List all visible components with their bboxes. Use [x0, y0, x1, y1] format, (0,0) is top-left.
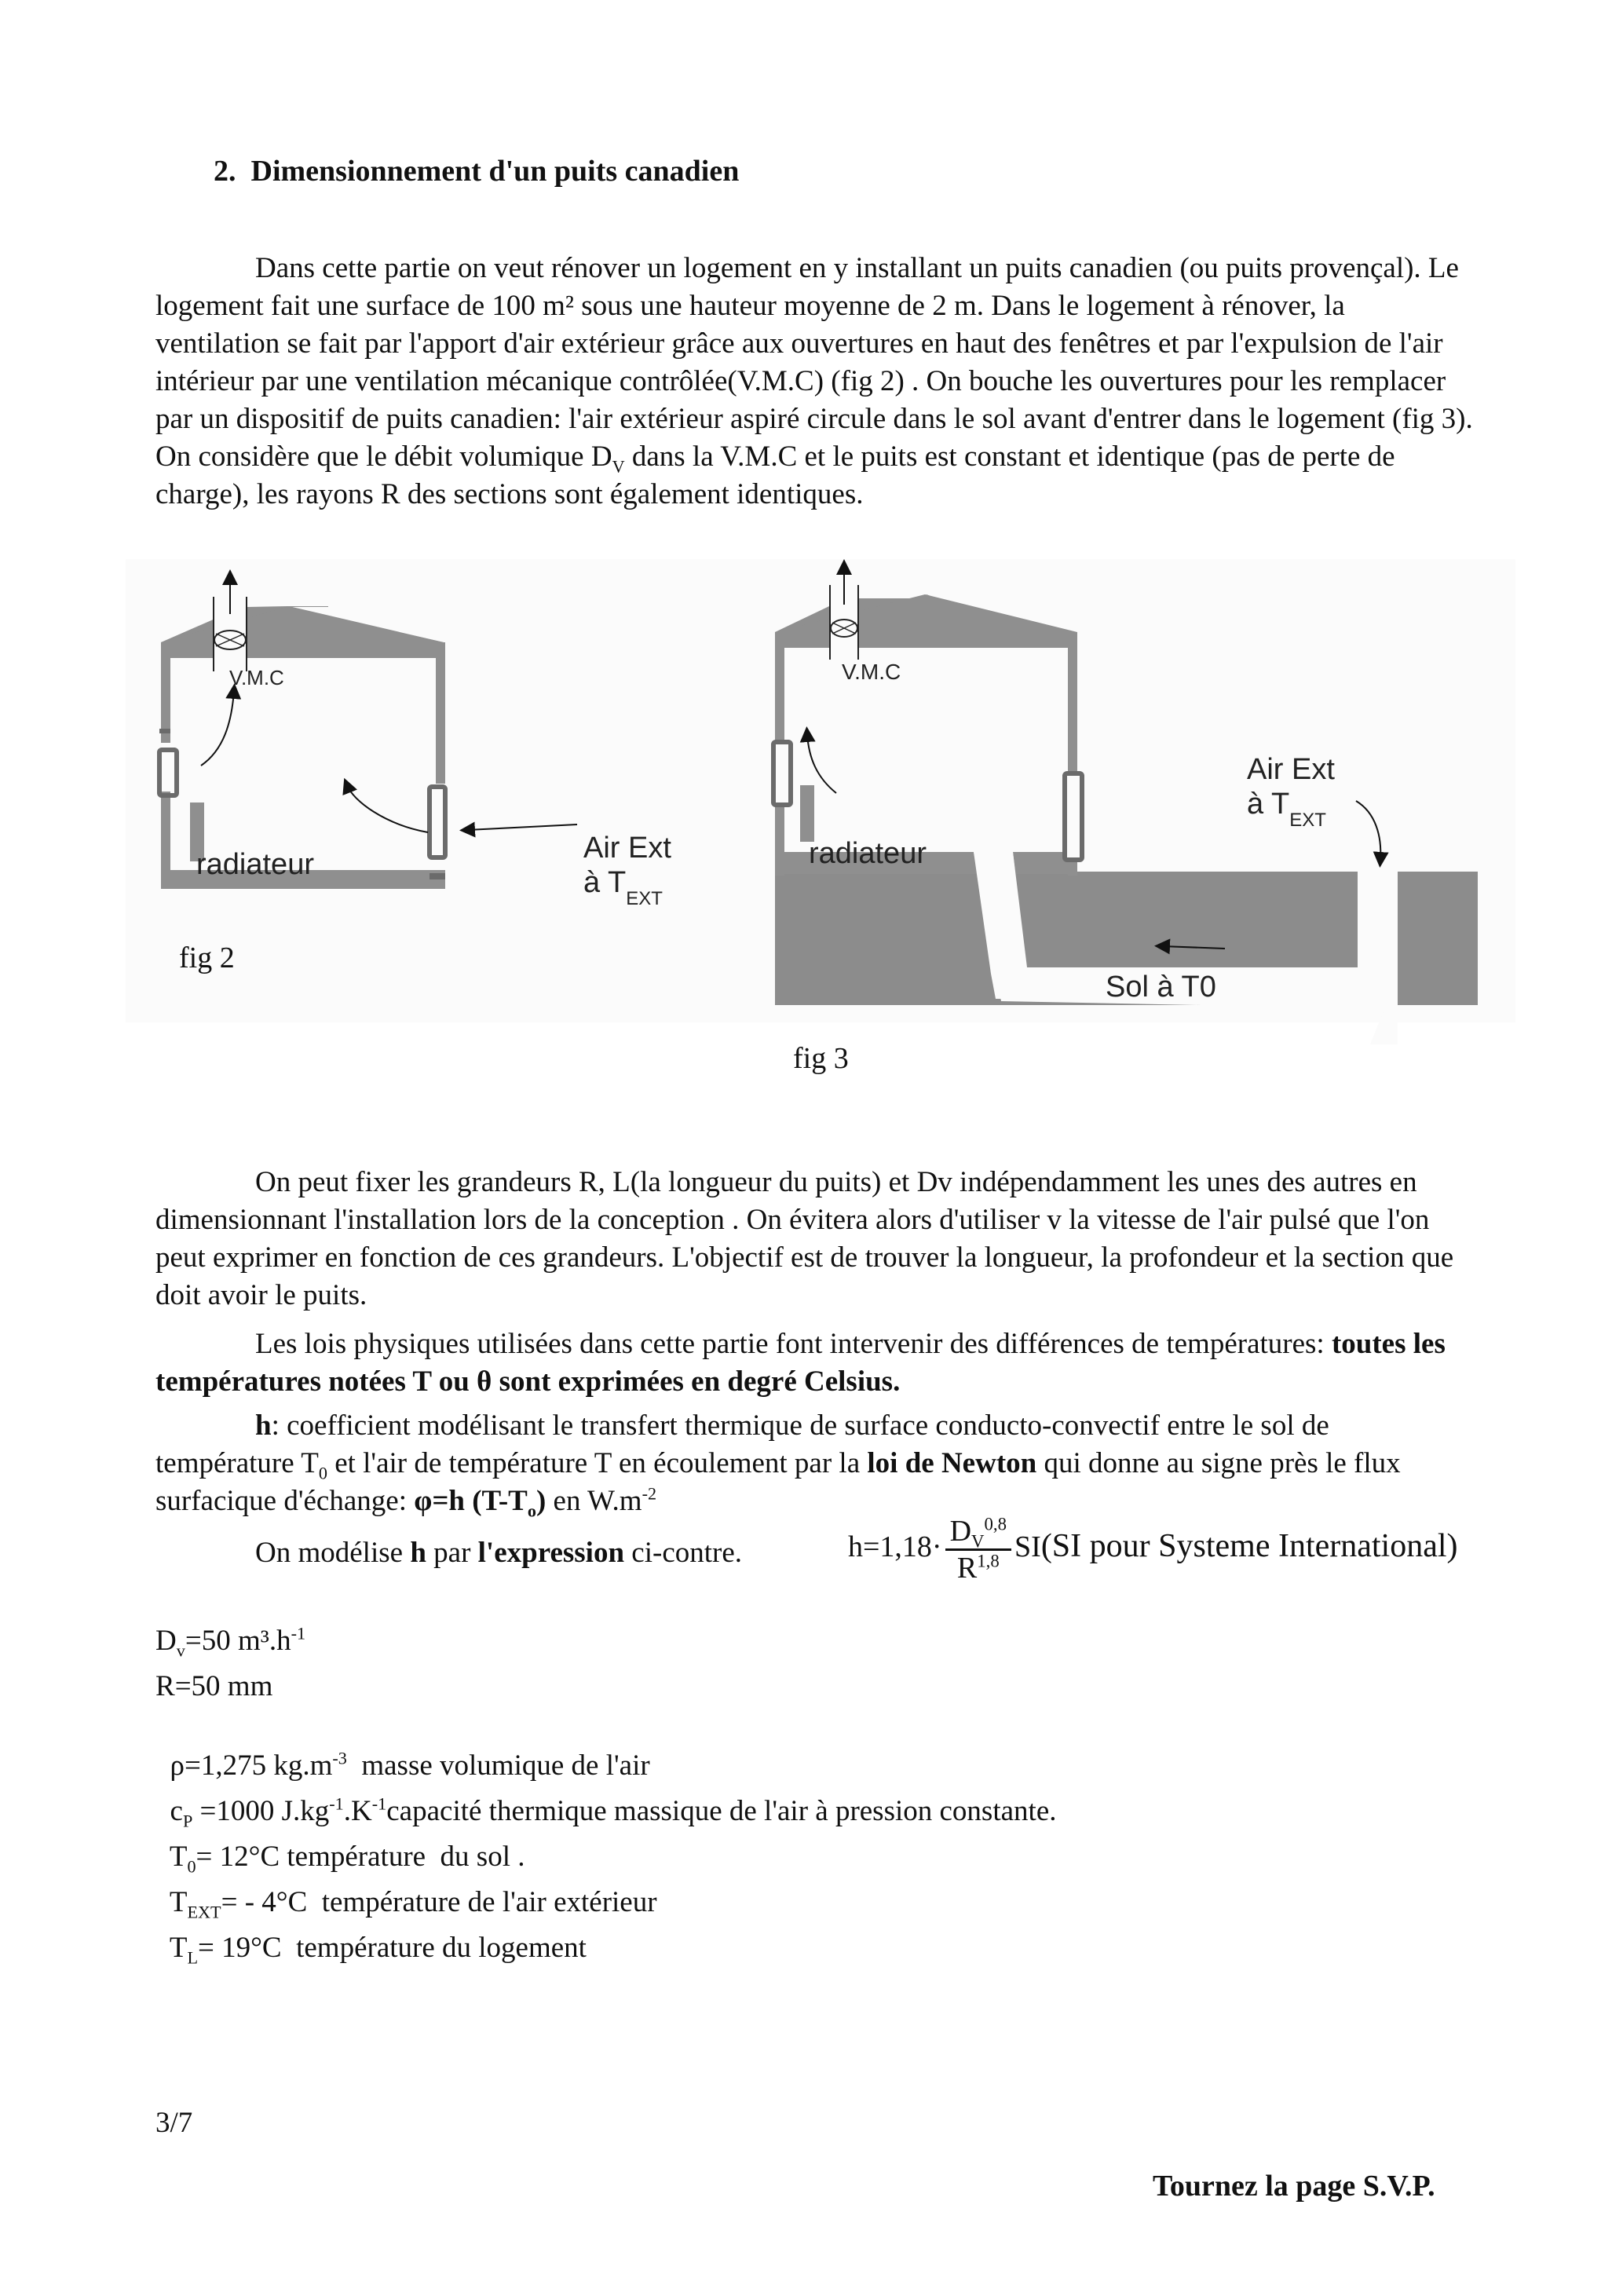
fig2-house: [159, 577, 577, 889]
section-title: Dimensionnement d'un puits canadien: [250, 155, 740, 188]
turn-page-note: Tournez la page S.V.P.: [1153, 2170, 1435, 2203]
fig3-radiator-label: radiateur: [809, 837, 927, 870]
temperature-note: toutes les températures notées T ou θ sont exprimées en degré Celsius.: [155, 1328, 1446, 1398]
fig3-air-ext-label: Air Ext à $T_{EXT}$: [1247, 753, 1335, 831]
fig3-vmc-label: V.M.C: [842, 660, 901, 684]
paragraph-temperatures: Les lois physiques utilisées dans cette partie font intervenir des différences de températures: toutes les températures notées T ou θ sont exprimées en degré Celsius.: [155, 1328, 1446, 1398]
constant-r: R=50 mm: [155, 1670, 273, 1702]
fig3-ground-label: Sol à T0: [1106, 971, 1216, 1004]
constant-rho: ρ=1,275 $kg.m^{-3}$ masse volumique de l'air: [170, 1748, 650, 1782]
fig2-caption: fig 2: [179, 941, 235, 974]
section-number: 2.: [214, 155, 236, 188]
constant-text: $T_{EXT}= - 4^\circ C$ température de l'air extérieur: [169, 1886, 657, 1922]
constant-dv: $D_v=50$ $m^3.h^{-1}$: [155, 1623, 306, 1661]
fig2-radiator-label: radiateur: [196, 848, 314, 881]
formula-fraction: $\frac{D_V^{0,8}}{R^{1,8}}$: [945, 1514, 1011, 1585]
fig2-vmc-label: V.M.C: [229, 666, 284, 689]
intro-paragraph: Dans cette partie on veut rénover un logement en y installant un puits canadien (ou puits provençal). Le logement fait une surface de 100 m² sous une hauteur moyenne de 2 m. Dans le logement à rénover, la ventilation se fait par l'apport d'air extérieur grâce aux ouvertures en haut des fenêtres et par l'expulsion de l'air intérieur par une ventilation mécanique contrôlée(V.M.C) (fig 2) . On bouche les ouvertures pour les remplacer par un dispositif de puits canadien: l'air extérieur aspiré circule dans le sol avant d'entrer dans le logement (fig 3). On considère que le débit volumique $D_V$ dans la V.M.C et le puits est constant et identique (pas de perte de charge), les rayons R des sections sont également identiques.: [155, 252, 1473, 510]
fig3-caption: fig 3: [793, 1042, 849, 1075]
constant-t0: $T_0= 12^\circ C$ température du sol .: [169, 1841, 525, 1877]
ventilation-diagrams: [0, 0, 1623, 1099]
flux-formula: φ=h $(T-T_o)$: [414, 1485, 546, 1521]
page-number: 3/7: [155, 2107, 193, 2139]
paragraph-dimensioning: On peut fixer les grandeurs R, L(la longueur du puits) et Dv indépendamment les unes des autres en dimensionnant l'installation lors de la conception . On évitera alors d'utiliser v la vitesse de l'air pulsé que l'on peut exprimer en fonction de ces grandeurs. L'objectif est de trouver la longueur, la profondeur et la section que doit avoir le puits.: [155, 1166, 1454, 1311]
fig2-air-ext-label: Air Ext à $T_{EXT}$: [583, 832, 671, 909]
paragraph-model-h: On modélise h par l'expression ci-contre.: [255, 1537, 743, 1569]
constant-cp: $c_P =1000$ $J.kg^{-1}.K^{-1}capacité$ thermique massique de l'air à pression constante.: [170, 1793, 1057, 1831]
h-formula: h=1,18· $\frac{D_V^{0,8}}{R^{1,8}}$ SI(SI pour Systeme International): [848, 1514, 1458, 1585]
paragraph-newton-law: h: coefficient modélisant le transfert thermique de surface conducto-convectif entre le sol de température $T_0$ et l'air de température T en écoulement par la loi de Newton qui donne au signe près le flux surfacique d'échange: φ=h $(T-T_o)$ en $W.m^{-2}$: [155, 1409, 1401, 1521]
constant-tl: $T_L= 19^\circ C$ température du logement: [169, 1932, 587, 1968]
